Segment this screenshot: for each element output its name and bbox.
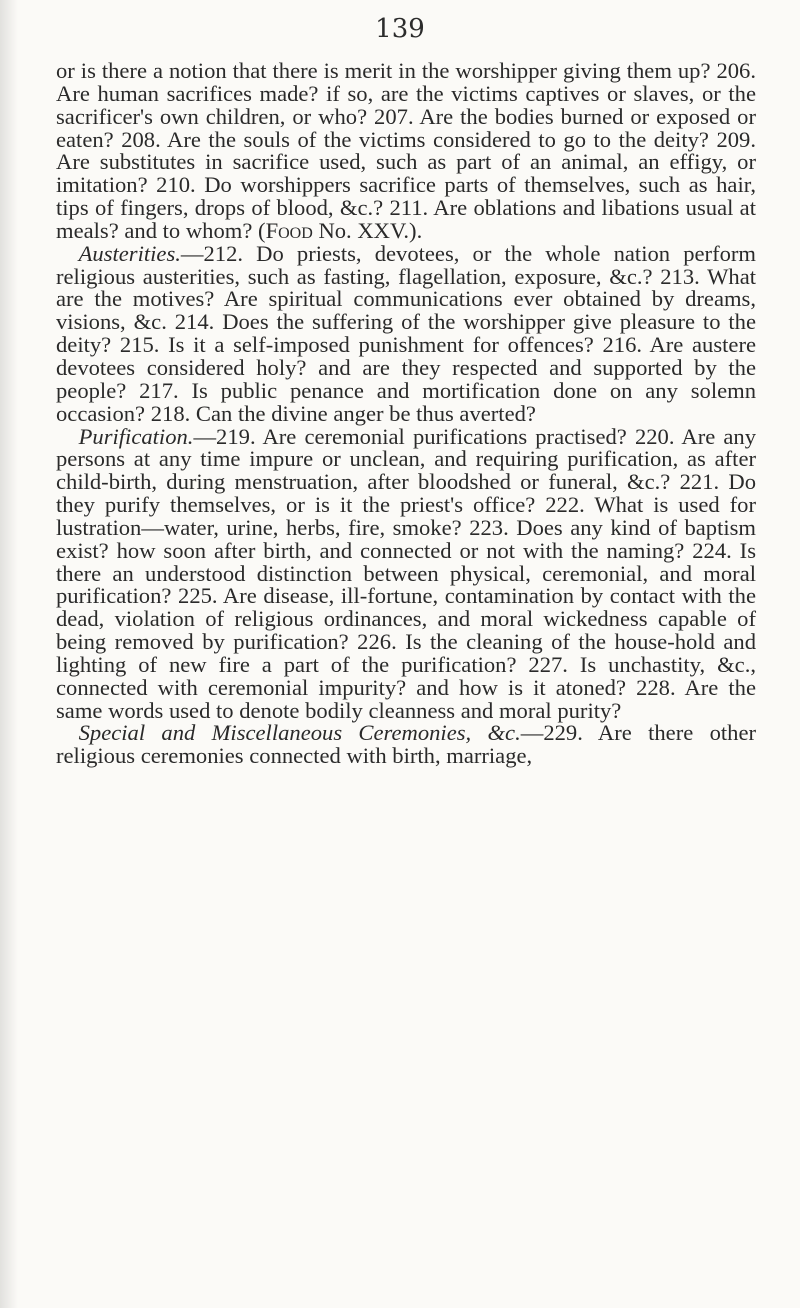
paragraph-sacrifice [56,60,756,243]
page-number: 139 [375,14,425,44]
page-body [56,60,756,768]
section-heading-austerities: Austerities. [78,240,181,266]
paragraph-text: —219. Are ceremonial purifications practised? 220. Are any persons at any time impure or unclean, and requiring purification, as after child-birth, during menstruation, after bloodshed or funeral, &c.? 221. Do they purify themselves, or is it the priest's office? 222. What is used for lustration—water, urine, herbs, fire, smoke? 223. Does any kind of baptism exist? how soon after birth, and connected or not with the naming? 224. Is there an understood distinction between physical, ceremonial, and moral purification? 225. Are disease, ill-fortune, contamination by contact with the dead, violation of religious ordinances, and moral wickedness capable of being removed by purification? 226. Is the cleaning of the house-hold and lighting of new fire a part of the purification? 227. Is unchastity, &c., connected with ceremonial impurity? and how is it atoned? 228. Are the same words used to denote bodily cleanness and moral purity? [56,423,756,723]
paragraph-text: —229. Are there other religious ceremonies connected with birth, marriage, [56,720,757,769]
section-heading-purification: Purification. [78,423,194,449]
section-heading-special-ceremonies: Special and Miscellaneous Ceremonies, &c. [78,720,521,746]
spine-shadow [0,0,18,1308]
paragraph-purification [56,423,756,723]
paragraph-text: —212. Do priests, devotees, or the whole nation perform religious austerities, such as fasting, flagellation, exposure, &c.? 213. What are the motives? Are spiritual communications ever obtained by dreams, visions, &c. 214. Does the suffering of the worshipper give pleasure to the deity? 215. Is it a self-imposed punishment for offences? 216. Are austere devotees considered holy? and are they respected and supported by the people? 217. Is public penance and mortification done on any solemn occasion? 218. Can the divine anger be thus averted? [56,240,756,426]
paragraph-special-ceremonies [56,722,756,768]
paragraph-text-end: No. XXV.). [312,217,423,243]
paragraph-austerities [56,240,756,426]
food-reference: Food [265,217,313,243]
paragraph-text: or is there a notion that there is merit in the worshipper giving them up? 206. Are human sacrifices made? if so, are the victims captives or slaves, or the sacrificer's own children, or who? 207. Are the bodies burned or exposed or eaten? 208. Are the souls of the victims considered to go to the deity? 209. Are substitutes in sacrifice used, such as part of an animal, an effigy, or imitation? 210. Do worshippers sacrifice parts of themselves, such as hair, tips of fingers, drops of blood, &c.? 211. Are oblations and libations usual at meals? and to whom? ( [56,58,756,243]
